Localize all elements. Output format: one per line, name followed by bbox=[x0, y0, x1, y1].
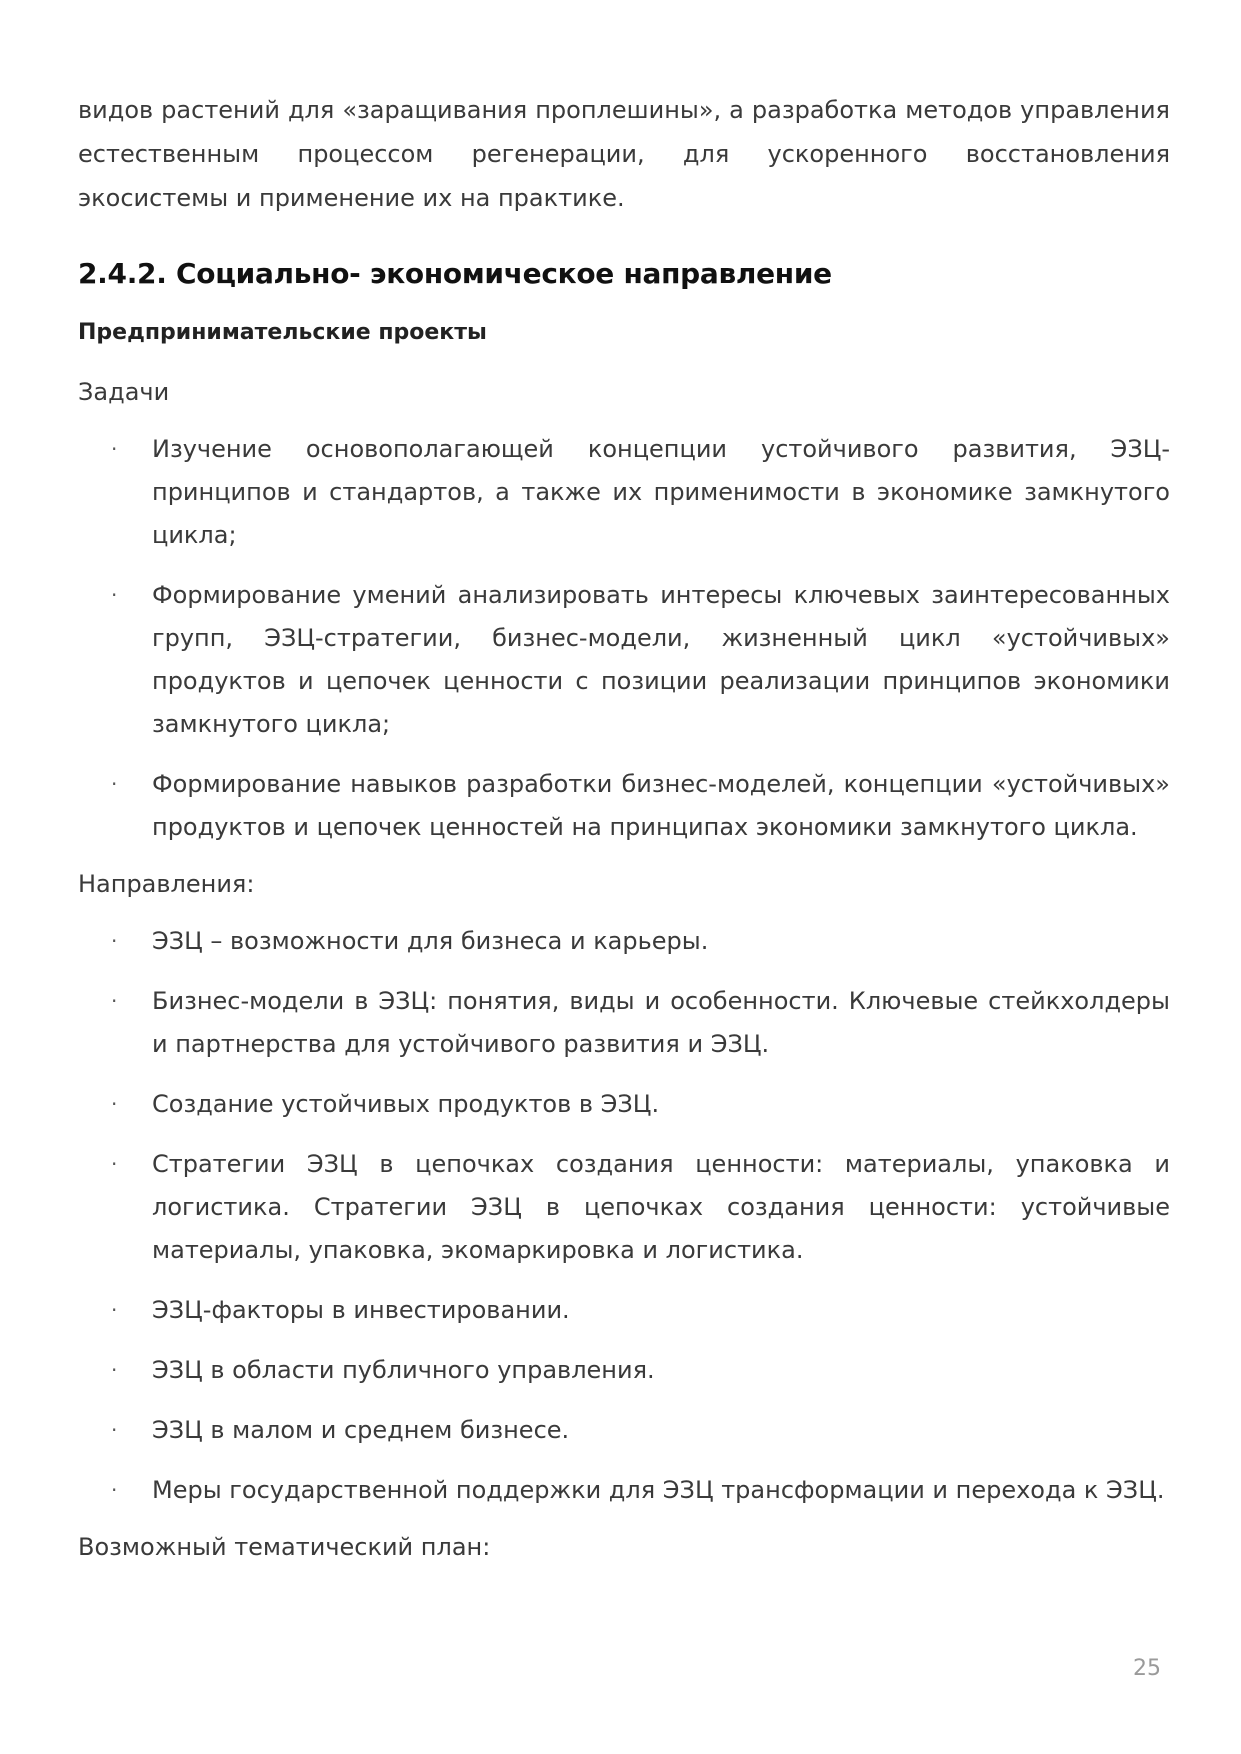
list-item-text: Стратегии ЭЗЦ в цепочках создания ценности: материалы, упаковка и логистика. Стратегии ЭЗЦ в цепочках создания ценности: устойчивые материалы, упаковка, экомаркировка и логистика. bbox=[152, 1150, 1170, 1264]
bullet-icon: · bbox=[111, 1418, 118, 1442]
list-item-text: ЭЗЦ-факторы в инвестировании. bbox=[152, 1296, 570, 1324]
list-item bbox=[78, 1289, 1170, 1332]
bullet-icon: · bbox=[111, 1298, 118, 1322]
bullet-icon: · bbox=[111, 1152, 118, 1176]
tasks-list bbox=[78, 428, 1170, 849]
list-item-text: ЭЗЦ в области публичного управления. bbox=[152, 1356, 655, 1384]
document-page bbox=[78, 88, 1170, 1565]
intro-paragraph: видов растений для «заращивания проплешины», а разработка методов управления естественным процессом регенерации, для ускоренного восстановления экосистемы и применение их на практике. bbox=[78, 96, 1170, 212]
plan-label: Возможный тематический план: bbox=[78, 1533, 491, 1561]
section-heading: 2.4.2. Социально- экономическое направление bbox=[78, 257, 832, 290]
bullet-icon: · bbox=[111, 1358, 118, 1382]
bullet-icon: · bbox=[111, 583, 118, 607]
list-item bbox=[78, 1409, 1170, 1452]
list-item-text: Формирование навыков разработки бизнес-моделей, концепции «устойчивых» продуктов и цепочек ценностей на принципах экономики замкнутого цикла. bbox=[152, 770, 1170, 841]
bullet-icon: · bbox=[111, 989, 118, 1013]
tasks-label: Задачи bbox=[78, 378, 170, 406]
list-item bbox=[78, 763, 1170, 849]
list-item bbox=[78, 1469, 1170, 1512]
directions-list bbox=[78, 920, 1170, 1512]
list-item bbox=[78, 574, 1170, 746]
list-item bbox=[78, 920, 1170, 963]
list-item bbox=[78, 1349, 1170, 1392]
bullet-icon: · bbox=[111, 929, 118, 953]
list-item-text: Создание устойчивых продуктов в ЭЗЦ. bbox=[152, 1090, 660, 1118]
list-item-text: Бизнес-модели в ЭЗЦ: понятия, виды и особенности. Ключевые стейкхолдеры и партнерства для устойчивого развития и ЭЗЦ. bbox=[152, 987, 1170, 1058]
page-number: 25 bbox=[1133, 1656, 1161, 1681]
bullet-icon: · bbox=[111, 772, 118, 796]
list-item-text: Меры государственной поддержки для ЭЗЦ трансформации и перехода к ЭЗЦ. bbox=[152, 1476, 1165, 1504]
directions-label: Направления: bbox=[78, 870, 255, 898]
list-item bbox=[78, 1143, 1170, 1272]
subsection-heading: Предпринимательские проекты bbox=[78, 320, 487, 345]
list-item-text: ЭЗЦ – возможности для бизнеса и карьеры. bbox=[152, 927, 709, 955]
list-item bbox=[78, 1083, 1170, 1126]
bullet-icon: · bbox=[111, 1092, 118, 1116]
bullet-icon: · bbox=[111, 437, 118, 461]
list-item bbox=[78, 980, 1170, 1066]
bullet-icon: · bbox=[111, 1478, 118, 1502]
list-item-text: Формирование умений анализировать интересы ключевых заинтересованных групп, ЭЗЦ-стратегии, бизнес-модели, жизненный цикл «устойчивых» продуктов и цепочек ценности с позиции реализации принципов экономики замкнутого цикла; bbox=[152, 581, 1170, 738]
list-item-text: ЭЗЦ в малом и среднем бизнесе. bbox=[152, 1416, 570, 1444]
list-item-text: Изучение основополагающей концепции устойчивого развития, ЭЗЦ-принципов и стандартов, а также их применимости в экономике замкнутого цикла; bbox=[152, 435, 1170, 549]
list-item bbox=[78, 428, 1170, 557]
